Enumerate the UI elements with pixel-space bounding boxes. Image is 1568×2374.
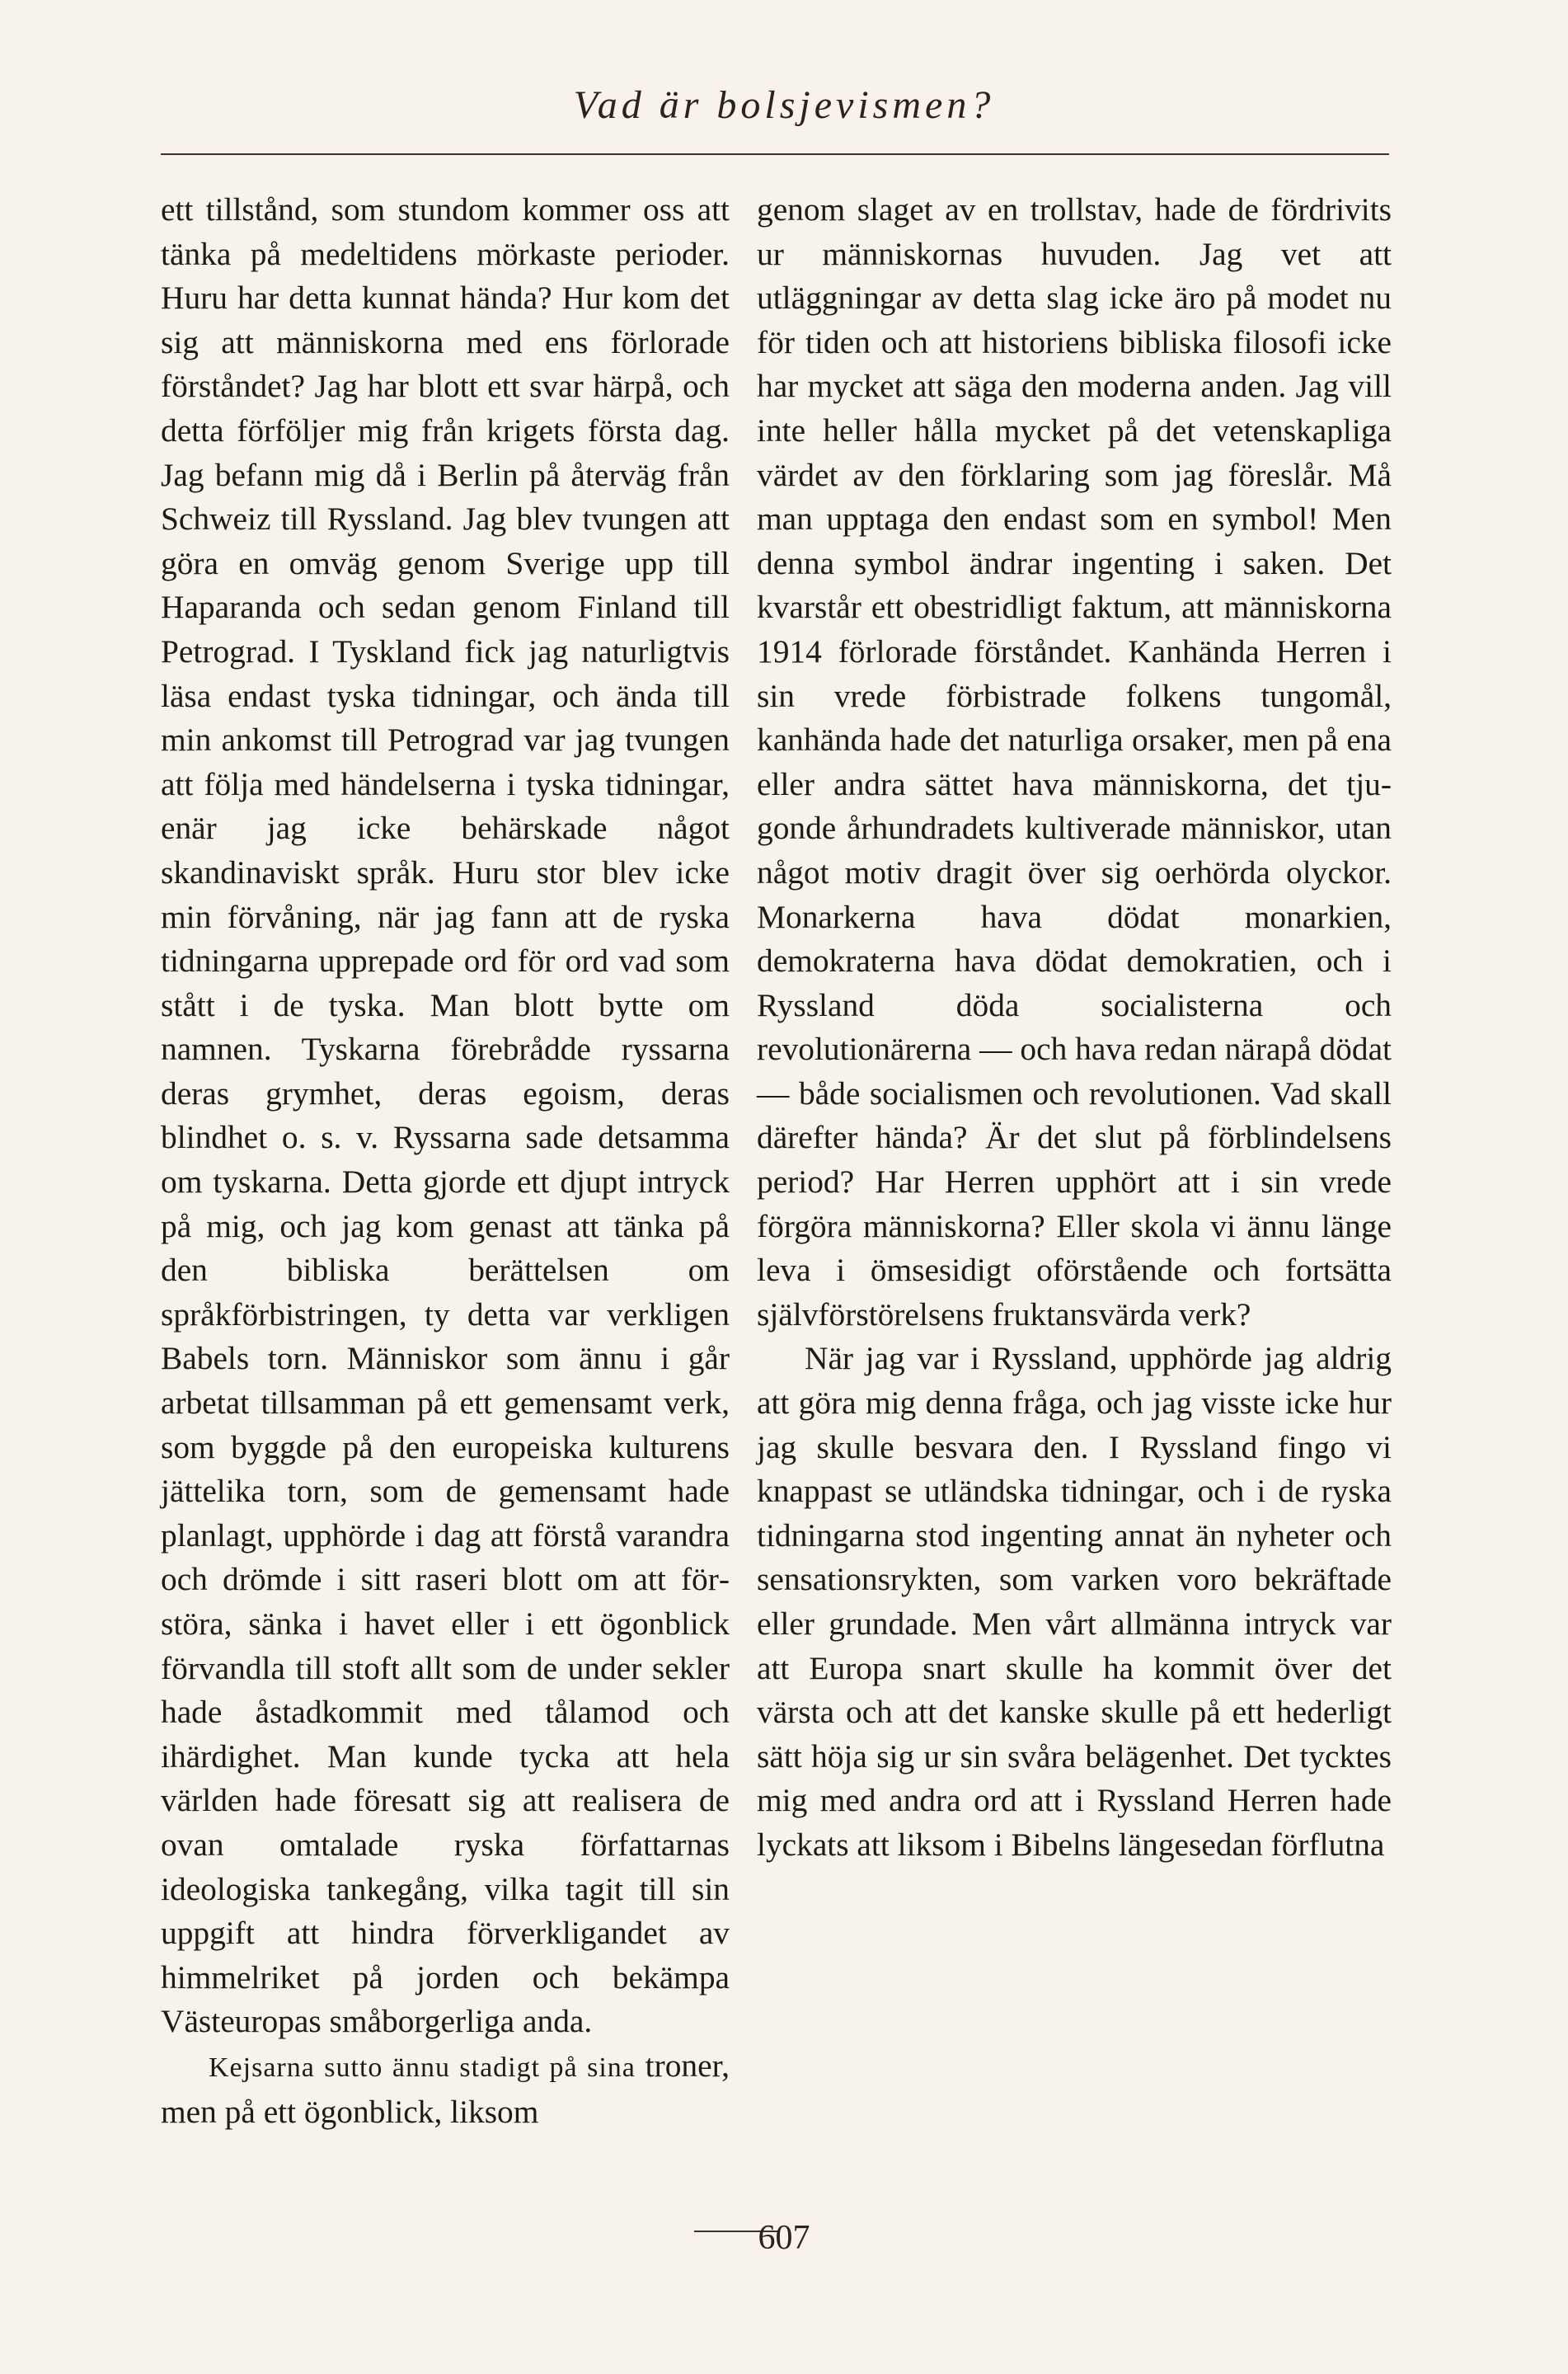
header-rule: [161, 153, 1389, 155]
left-paragraph-2-rest: troner, men på ett ögonblick, liksom: [161, 2047, 730, 2130]
left-paragraph-1: ett tillstånd, som stundom kommer oss att tänka på medeltidens mörkaste perioder. Huru har detta kunnat hända? Hur kom det sig att människorna med ens förlorade förståndet? Jag har blott ett svar härpå, och detta förföljer mig från krigets första dag. Jag befann mig då i Berlin på återväg från Schweiz till Ryssland. Jag blev tvungen att göra en omväg genom Sverige upp till Haparanda och sedan genom Finland till Petrograd. I Tyskland fick jag naturligtvis läsa endast tyska tidningar, och ända till min ankomst till Petrograd var jag tvungen att följa med händelserna i tyska tidningar, enär jag icke behärskade något skandinaviskt språk. Huru stor blev icke min förvåning, när jag fann att de ryska tidningarna upprepade ord för ord vad som stått i de tyska. Man blott bytte om namnen. Tyskarna förebrådde ryssarna deras grymhet, deras egoism, deras blindhet o. s. v. Ryssarna sade detsamma om tyskarna. Detta gjorde ett djupt intryck på mig, och jag kom genast att tänka på den bibliska berättelsen om språkförbistringen, ty detta var verkligen Babels torn. Människor som ännu i går arbetat tillsamman på ett gemensamt verk, som byggde på den europeiska kulturens jättelika torn, som de gemensamt hade planlagt, upphörde i dag att förstå varandra och drömde i sitt raseri blott om att förstöra, sänka i havet eller i ett ögonblick förvandla till stoft allt som de under sekler hade åstadkommit med tålamod och ihärdighet. Man kunde tycka att hela världen hade föresatt sig att realisera de ovan omtalade ryska författarnas ideologiska tankegång, vilka tagit till sin uppgift att hindra förverkligandet av himmelriket på jorden och bekämpa Västeuropas småborgerliga anda.: [161, 191, 730, 2040]
running-head-title: Vad är bolsjevismen?: [573, 83, 995, 127]
left-column: [161, 188, 730, 2134]
left-paragraph-2: [161, 2044, 730, 2134]
right-column: [757, 188, 1392, 1868]
right-paragraph-1: genom slaget av en trollstav, hade de fördrivits ur människornas huvuden. Jag vet att utläggningar av detta slag icke äro på modet nu för tiden och att historiens bibliska filosofi icke har mycket att säga den moderna anden. Jag vill inte heller hålla mycket på det vetenskapliga värdet av den förklaring som jag föreslår. Må man upptaga den endast som en symbol! Men denna symbol ändrar ingenting i saken. Det kvarstår ett obestridligt faktum, att människorna 1914 förlorade förståndet. Kanhända Herren i sin vrede förbistrade folkens tungomål, kanhända hade det naturliga orsaker, men på ena eller andra sättet hava människorna, det tjugonde århundradets kultiverade människor, utan något motiv dragit över sig oerhörda olyckor. Monarkerna hava dödat monarkien, demokraterna hava dödat demokratien, och i Ryssland döda socialisterna och revolutionärerna — och hava redan närapå dödat — både socialismen och revolutionen. Vad skall därefter hända? Är det slut på förblindelsens period? Har Herren upphört att i sin vrede förgöra människorna? Eller skola vi ännu länge leva i ömsesidigt oförstående och fortsätta självförstörelsens fruktansvärda verk?: [757, 191, 1392, 1333]
page-number: 607: [758, 2219, 810, 2257]
right-paragraph-2: När jag var i Ryssland, upphörde jag aldrig att göra mig denna fråga, och jag visste icke hur jag skulle besvara den. I Ryssland fingo vi knappast se utländska tidningar, och i de ryska tidningarna stod ingenting annat än nyheter och sensationsrykten, som varken voro bekräftade eller grundade. Men vårt allmänna intryck var att Europa snart skulle ha kommit över det värsta och att det kanske skulle på ett hederligt sätt höja sig ur sin svåra belägenhet. Det tycktes mig med andra ord att i Ryssland Herren hade lyckats att liksom i Bibelns längesedan förflutna: [757, 1340, 1392, 1863]
left-paragraph-2-lead: Kejsarna sutto ännu stadigt på sina: [209, 2052, 636, 2083]
